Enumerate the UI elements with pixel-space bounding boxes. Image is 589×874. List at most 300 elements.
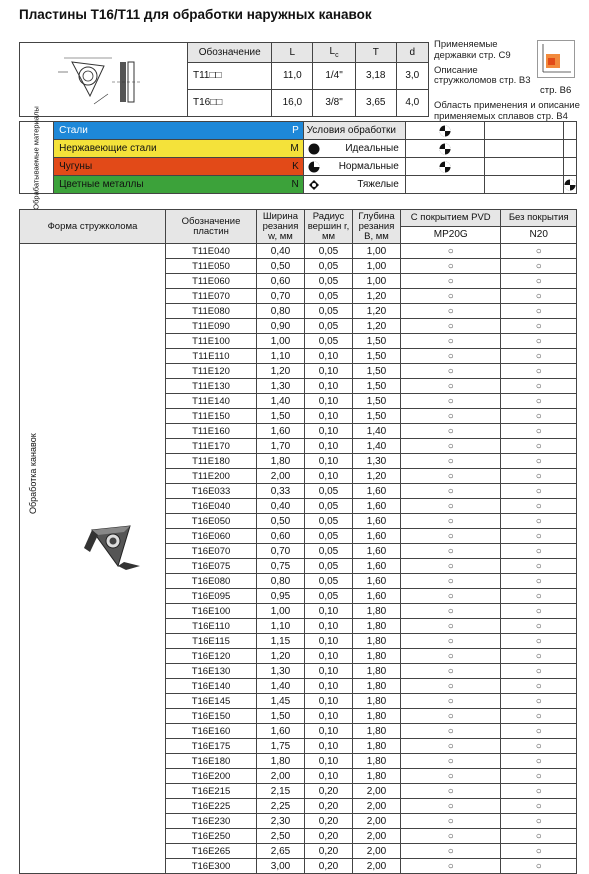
cell-code: T16E160 xyxy=(166,724,257,739)
cell-code: T16E230 xyxy=(166,814,257,829)
cell-radius: 0,05 xyxy=(305,289,353,304)
note-line: державки стр. C9 xyxy=(434,49,511,61)
cell-depth: 1,00 xyxy=(353,274,401,289)
insert-photo xyxy=(78,522,144,572)
cell-code: T11E100 xyxy=(166,334,257,349)
cell-radius: 0,10 xyxy=(305,424,353,439)
dims-code: T11□□ xyxy=(187,62,272,89)
cell-width: 0,33 xyxy=(257,484,305,499)
cell-depth: 1,80 xyxy=(353,694,401,709)
cell-uncoated-mark: ○ xyxy=(501,409,577,424)
cell-pvd-mark: ○ xyxy=(401,484,501,499)
normal-half-icon xyxy=(308,161,320,173)
grade-mp20g: MP20G xyxy=(401,227,501,244)
cell-width: 2,15 xyxy=(257,784,305,799)
cell-code: T11E140 xyxy=(166,394,257,409)
cell-depth: 1,60 xyxy=(353,559,401,574)
cell-pvd-mark: ○ xyxy=(401,619,501,634)
cell-uncoated-mark: ○ xyxy=(501,559,577,574)
cell-radius: 0,20 xyxy=(305,859,353,874)
cell-code: T11E090 xyxy=(166,319,257,334)
cell-uncoated-mark: ○ xyxy=(501,814,577,829)
cond-cell xyxy=(405,158,484,176)
cell-pvd-mark: ○ xyxy=(401,514,501,529)
note-line: Область применения и описание xyxy=(434,100,580,112)
cell-code: T11E160 xyxy=(166,424,257,439)
cell-uncoated-mark: ○ xyxy=(501,634,577,649)
cell-uncoated-mark: ○ xyxy=(501,484,577,499)
cell-depth: 1,50 xyxy=(353,364,401,379)
cell-radius: 0,10 xyxy=(305,649,353,664)
cell-uncoated-mark: ○ xyxy=(501,499,577,514)
col-d: d xyxy=(396,43,428,63)
cell-pvd-mark: ○ xyxy=(401,289,501,304)
cell-width: 2,65 xyxy=(257,844,305,859)
cell-depth: 1,20 xyxy=(353,319,401,334)
col-uncoated: Без покрытия xyxy=(501,210,577,227)
cell-width: 1,80 xyxy=(257,454,305,469)
cell-width: 0,60 xyxy=(257,274,305,289)
cell-depth: 1,60 xyxy=(353,529,401,544)
cell-pvd-mark: ○ xyxy=(401,364,501,379)
cell-width: 0,40 xyxy=(257,499,305,514)
note-line: Применяемые xyxy=(434,39,498,50)
cond-normal xyxy=(303,158,405,176)
cell-depth: 1,50 xyxy=(353,379,401,394)
note-line: Описание xyxy=(434,64,478,76)
cell-uncoated-mark: ○ xyxy=(501,289,577,304)
cell-depth: 1,60 xyxy=(353,574,401,589)
cell-radius: 0,05 xyxy=(305,499,353,514)
cell-uncoated-mark: ○ xyxy=(501,334,577,349)
cell-width: 0,90 xyxy=(257,319,305,334)
cell-pvd-mark: ○ xyxy=(401,739,501,754)
cell-radius: 0,10 xyxy=(305,724,353,739)
dims-d: 3,0 xyxy=(396,62,428,89)
cell-code: T16E175 xyxy=(166,739,257,754)
cond-cell xyxy=(485,158,564,176)
cell-width: 1,75 xyxy=(257,739,305,754)
conditions-header: Условия обработки xyxy=(303,122,405,140)
grade-n20: N20 xyxy=(501,227,577,244)
cell-uncoated-mark: ○ xyxy=(501,589,577,604)
cond-cell xyxy=(405,122,484,140)
cell-depth: 1,80 xyxy=(353,679,401,694)
cell-depth: 1,80 xyxy=(353,769,401,784)
inserts-table xyxy=(19,209,577,874)
chip-icon xyxy=(439,143,451,155)
cell-uncoated-mark: ○ xyxy=(501,439,577,454)
cell-width: 2,25 xyxy=(257,799,305,814)
cell-pvd-mark: ○ xyxy=(401,409,501,424)
cell-radius: 0,05 xyxy=(305,484,353,499)
cell-code: T16E050 xyxy=(166,514,257,529)
cell-pvd-mark: ○ xyxy=(401,604,501,619)
cell-width: 2,00 xyxy=(257,469,305,484)
cell-width: 1,50 xyxy=(257,409,305,424)
cell-code: T16E300 xyxy=(166,859,257,874)
dims-d: 4,0 xyxy=(396,89,428,116)
cell-code: T16E040 xyxy=(166,499,257,514)
cell-radius: 0,05 xyxy=(305,514,353,529)
cond-ideal xyxy=(303,140,405,158)
cell-width: 0,95 xyxy=(257,589,305,604)
cell-width: 1,45 xyxy=(257,694,305,709)
col-l: L xyxy=(272,43,313,63)
cell-depth: 1,50 xyxy=(353,334,401,349)
cell-pvd-mark: ○ xyxy=(401,589,501,604)
col-lc: $L_c$ xyxy=(313,43,356,63)
cell-depth: 1,20 xyxy=(353,469,401,484)
cell-uncoated-mark: ○ xyxy=(501,259,577,274)
dims-lc: 3/8" xyxy=(313,89,356,116)
cell-depth: 1,60 xyxy=(353,499,401,514)
cell-width: 1,20 xyxy=(257,364,305,379)
cell-pvd-mark: ○ xyxy=(401,379,501,394)
cond-cell xyxy=(564,176,577,194)
cell-uncoated-mark: ○ xyxy=(501,844,577,859)
cell-width: 1,50 xyxy=(257,709,305,724)
dimensions-table xyxy=(19,42,429,117)
cell-pvd-mark: ○ xyxy=(401,454,501,469)
cell-pvd-mark: ○ xyxy=(401,439,501,454)
drawing-cell xyxy=(20,43,188,117)
table-row xyxy=(20,244,577,259)
cell-depth: 1,20 xyxy=(353,304,401,319)
cond-cell xyxy=(564,140,577,158)
material-letter-m: M xyxy=(285,140,303,158)
col-radius: Радиус вершин r, мм xyxy=(305,210,353,244)
shape-cell xyxy=(20,244,166,874)
dims-l: 16,0 xyxy=(272,89,313,116)
cell-radius: 0,10 xyxy=(305,604,353,619)
cell-radius: 0,10 xyxy=(305,409,353,424)
cell-radius: 0,05 xyxy=(305,319,353,334)
cell-depth: 2,00 xyxy=(353,784,401,799)
cell-radius: 0,10 xyxy=(305,769,353,784)
cell-pvd-mark: ○ xyxy=(401,709,501,724)
cell-uncoated-mark: ○ xyxy=(501,664,577,679)
col-code: Обозначение пластин xyxy=(166,210,257,244)
heavy-icon xyxy=(308,179,320,191)
col-designation: Обозначение xyxy=(187,43,272,63)
cell-width: 1,30 xyxy=(257,379,305,394)
material-cast-iron: Чугуны xyxy=(54,158,285,176)
cell-uncoated-mark: ○ xyxy=(501,529,577,544)
cell-pvd-mark: ○ xyxy=(401,649,501,664)
application-range-icon xyxy=(537,40,575,78)
cell-width: 1,60 xyxy=(257,724,305,739)
materials-side-label: Обрабатываемые материалы xyxy=(32,105,41,210)
cell-depth: 2,00 xyxy=(353,814,401,829)
cell-radius: 0,10 xyxy=(305,439,353,454)
dims-l: 11,0 xyxy=(272,62,313,89)
cell-pvd-mark: ○ xyxy=(401,844,501,859)
cell-uncoated-mark: ○ xyxy=(501,514,577,529)
col-pvd: С покрытием PVD xyxy=(401,210,501,227)
cell-code: T16E200 xyxy=(166,769,257,784)
cell-radius: 0,10 xyxy=(305,679,353,694)
dims-t: 3,18 xyxy=(355,62,396,89)
cell-code: T16E140 xyxy=(166,679,257,694)
cond-cell xyxy=(405,176,484,194)
cell-width: 1,40 xyxy=(257,394,305,409)
cell-depth: 1,80 xyxy=(353,634,401,649)
material-letter-n: N xyxy=(285,176,303,194)
cell-code: T16E060 xyxy=(166,529,257,544)
cell-uncoated-mark: ○ xyxy=(501,799,577,814)
cell-depth: 1,50 xyxy=(353,349,401,364)
cell-uncoated-mark: ○ xyxy=(501,694,577,709)
cell-radius: 0,10 xyxy=(305,694,353,709)
cell-pvd-mark: ○ xyxy=(401,724,501,739)
cell-code: T16E033 xyxy=(166,484,257,499)
cell-width: 0,50 xyxy=(257,514,305,529)
cell-code: T11E150 xyxy=(166,409,257,424)
cell-depth: 1,60 xyxy=(353,589,401,604)
cell-depth: 1,60 xyxy=(353,484,401,499)
cell-code: T11E120 xyxy=(166,364,257,379)
cell-depth: 1,50 xyxy=(353,409,401,424)
cell-pvd-mark: ○ xyxy=(401,814,501,829)
cell-uncoated-mark: ○ xyxy=(501,784,577,799)
cell-uncoated-mark: ○ xyxy=(501,574,577,589)
cell-pvd-mark: ○ xyxy=(401,664,501,679)
cell-uncoated-mark: ○ xyxy=(501,619,577,634)
cell-depth: 1,40 xyxy=(353,424,401,439)
cell-width: 1,15 xyxy=(257,634,305,649)
cell-code: T16E070 xyxy=(166,544,257,559)
cell-uncoated-mark: ○ xyxy=(501,679,577,694)
cell-pvd-mark: ○ xyxy=(401,469,501,484)
cell-code: T16E150 xyxy=(166,709,257,724)
cell-radius: 0,05 xyxy=(305,589,353,604)
inserts-body xyxy=(20,244,577,874)
cell-pvd-mark: ○ xyxy=(401,304,501,319)
cell-uncoated-mark: ○ xyxy=(501,649,577,664)
cell-uncoated-mark: ○ xyxy=(501,454,577,469)
cell-width: 0,70 xyxy=(257,289,305,304)
cell-pvd-mark: ○ xyxy=(401,244,501,259)
cell-radius: 0,10 xyxy=(305,664,353,679)
cell-pvd-mark: ○ xyxy=(401,574,501,589)
cell-depth: 2,00 xyxy=(353,799,401,814)
cell-width: 1,70 xyxy=(257,439,305,454)
cell-pvd-mark: ○ xyxy=(401,424,501,439)
cell-radius: 0,20 xyxy=(305,784,353,799)
cell-code: T16E265 xyxy=(166,844,257,859)
cell-code: T11E040 xyxy=(166,244,257,259)
cell-code: T16E075 xyxy=(166,559,257,574)
cell-width: 0,70 xyxy=(257,544,305,559)
col-t: T xyxy=(355,43,396,63)
cell-pvd-mark: ○ xyxy=(401,394,501,409)
cell-radius: 0,05 xyxy=(305,334,353,349)
cell-width: 3,00 xyxy=(257,859,305,874)
cell-radius: 0,05 xyxy=(305,274,353,289)
cell-depth: 1,80 xyxy=(353,649,401,664)
cell-pvd-mark: ○ xyxy=(401,859,501,874)
cell-width: 1,10 xyxy=(257,349,305,364)
cell-code: T16E180 xyxy=(166,754,257,769)
cell-pvd-mark: ○ xyxy=(401,544,501,559)
cell-pvd-mark: ○ xyxy=(401,559,501,574)
cell-pvd-mark: ○ xyxy=(401,829,501,844)
cell-width: 1,00 xyxy=(257,604,305,619)
cell-code: T16E115 xyxy=(166,634,257,649)
cell-depth: 1,20 xyxy=(353,289,401,304)
material-nonferrous: Цветные металлы xyxy=(54,176,285,194)
cell-depth: 2,00 xyxy=(353,844,401,859)
cell-radius: 0,05 xyxy=(305,304,353,319)
shape-label: Обработка канавок xyxy=(28,433,38,514)
cell-radius: 0,10 xyxy=(305,619,353,634)
cell-radius: 0,10 xyxy=(305,754,353,769)
cell-code: T11E060 xyxy=(166,274,257,289)
cell-depth: 1,80 xyxy=(353,664,401,679)
cell-depth: 1,40 xyxy=(353,439,401,454)
cell-code: T11E200 xyxy=(166,469,257,484)
cell-depth: 1,00 xyxy=(353,259,401,274)
cond-heavy xyxy=(303,176,405,194)
cell-code: T11E170 xyxy=(166,439,257,454)
cond-cell xyxy=(485,140,564,158)
cell-width: 0,75 xyxy=(257,559,305,574)
cell-width: 0,80 xyxy=(257,574,305,589)
col-width: Ширина резания w, мм xyxy=(257,210,305,244)
cell-code: T11E180 xyxy=(166,454,257,469)
cell-uncoated-mark: ○ xyxy=(501,739,577,754)
material-stainless: Нержавеющие стали xyxy=(54,140,285,158)
cell-code: T11E110 xyxy=(166,349,257,364)
cell-code: T16E145 xyxy=(166,694,257,709)
cell-radius: 0,10 xyxy=(305,469,353,484)
cond-cell xyxy=(564,122,577,140)
cell-depth: 1,50 xyxy=(353,394,401,409)
cell-uncoated-mark: ○ xyxy=(501,304,577,319)
cell-radius: 0,10 xyxy=(305,709,353,724)
cell-depth: 1,80 xyxy=(353,739,401,754)
cell-width: 2,50 xyxy=(257,829,305,844)
cell-width: 1,40 xyxy=(257,679,305,694)
cell-depth: 1,80 xyxy=(353,724,401,739)
cell-uncoated-mark: ○ xyxy=(501,349,577,364)
cell-code: T16E120 xyxy=(166,649,257,664)
cell-code: T16E100 xyxy=(166,604,257,619)
cond-ideal-label: Идеальные xyxy=(345,142,399,154)
cell-width: 1,10 xyxy=(257,619,305,634)
cell-pvd-mark: ○ xyxy=(401,259,501,274)
cell-code: T11E050 xyxy=(166,259,257,274)
cell-code: T11E130 xyxy=(166,379,257,394)
cell-pvd-mark: ○ xyxy=(401,334,501,349)
cell-pvd-mark: ○ xyxy=(401,499,501,514)
dims-t: 3,65 xyxy=(355,89,396,116)
materials-side-label-cell xyxy=(20,105,54,210)
page-title: Пластины T16/T11 для обработки наружных канавок xyxy=(19,7,372,22)
cell-depth: 1,80 xyxy=(353,604,401,619)
cell-pvd-mark: ○ xyxy=(401,349,501,364)
cell-width: 0,40 xyxy=(257,244,305,259)
cond-heavy-label: Тяжелые xyxy=(357,178,399,190)
chip-icon xyxy=(439,161,451,173)
cell-width: 1,80 xyxy=(257,754,305,769)
cell-depth: 1,60 xyxy=(353,514,401,529)
cond-cell xyxy=(405,140,484,158)
cell-depth: 1,80 xyxy=(353,754,401,769)
cell-depth: 1,80 xyxy=(353,619,401,634)
cell-radius: 0,05 xyxy=(305,259,353,274)
cell-width: 1,20 xyxy=(257,649,305,664)
cell-width: 1,30 xyxy=(257,664,305,679)
cell-radius: 0,10 xyxy=(305,379,353,394)
cell-radius: 0,05 xyxy=(305,529,353,544)
material-steel: Стали xyxy=(54,122,285,140)
cell-radius: 0,10 xyxy=(305,364,353,379)
cell-uncoated-mark: ○ xyxy=(501,754,577,769)
cell-depth: 1,00 xyxy=(353,244,401,259)
note-line: применяемых сплавов стр. B4 xyxy=(434,110,568,122)
cell-width: 0,80 xyxy=(257,304,305,319)
dims-lc: 1/4" xyxy=(313,62,356,89)
cell-pvd-mark: ○ xyxy=(401,694,501,709)
cell-radius: 0,05 xyxy=(305,559,353,574)
ideal-circle-icon xyxy=(308,143,320,155)
cell-code: T16E215 xyxy=(166,784,257,799)
cell-pvd-mark: ○ xyxy=(401,319,501,334)
cell-uncoated-mark: ○ xyxy=(501,469,577,484)
cell-radius: 0,10 xyxy=(305,634,353,649)
col-shape: Форма стружколома xyxy=(20,210,166,244)
cell-uncoated-mark: ○ xyxy=(501,544,577,559)
cell-radius: 0,20 xyxy=(305,799,353,814)
cell-code: T16E080 xyxy=(166,574,257,589)
material-letter-k: K xyxy=(285,158,303,176)
dims-code: T16□□ xyxy=(187,89,272,116)
cell-uncoated-mark: ○ xyxy=(501,379,577,394)
cell-depth: 2,00 xyxy=(353,859,401,874)
cell-radius: 0,20 xyxy=(305,829,353,844)
cell-radius: 0,20 xyxy=(305,814,353,829)
cell-depth: 1,30 xyxy=(353,454,401,469)
cond-cell xyxy=(485,176,564,194)
cell-pvd-mark: ○ xyxy=(401,529,501,544)
cell-depth: 1,60 xyxy=(353,544,401,559)
cell-pvd-mark: ○ xyxy=(401,634,501,649)
cell-code: T11E080 xyxy=(166,304,257,319)
material-letter-p: P xyxy=(285,122,303,140)
cell-uncoated-mark: ○ xyxy=(501,769,577,784)
cell-radius: 0,05 xyxy=(305,574,353,589)
cell-depth: 2,00 xyxy=(353,829,401,844)
cell-code: T11E070 xyxy=(166,289,257,304)
cell-width: 2,30 xyxy=(257,814,305,829)
cond-normal-label: Нормальные xyxy=(338,160,399,172)
cell-uncoated-mark: ○ xyxy=(501,244,577,259)
cell-uncoated-mark: ○ xyxy=(501,274,577,289)
cell-radius: 0,10 xyxy=(305,394,353,409)
cell-pvd-mark: ○ xyxy=(401,679,501,694)
cell-depth: 1,80 xyxy=(353,709,401,724)
cell-uncoated-mark: ○ xyxy=(501,724,577,739)
cell-radius: 0,20 xyxy=(305,844,353,859)
cell-code: T16E095 xyxy=(166,589,257,604)
cell-width: 1,00 xyxy=(257,334,305,349)
note-line: стружколомов стр. B3 xyxy=(434,75,531,87)
cell-code: T16E250 xyxy=(166,829,257,844)
cell-uncoated-mark: ○ xyxy=(501,319,577,334)
cell-uncoated-mark: ○ xyxy=(501,364,577,379)
